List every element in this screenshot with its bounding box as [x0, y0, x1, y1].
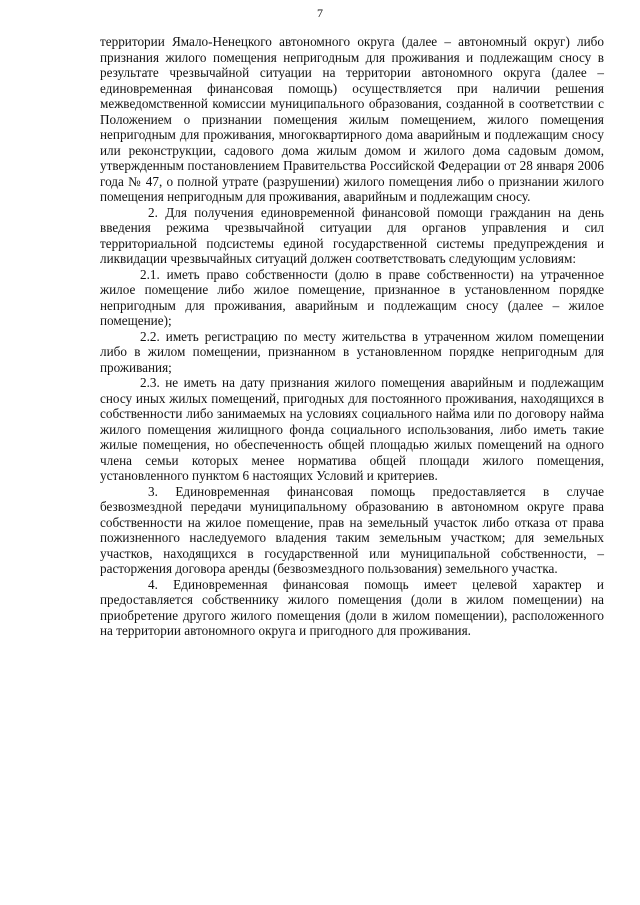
page-number: 7 [317, 6, 323, 20]
paragraph-item-2-2: 2.2. иметь регистрацию по месту жительства в утраченном жилом помещении либо в жилом помещении, признанном в установленном порядке непригодным для проживания; [100, 328, 604, 375]
paragraph-item-3: 3. Единовременная финансовая помощь предоставляется в случае безвозмездной передачи муниципальному образованию в автономном округе права собственности на жилое помещение, прав на земельный участок либо отказа от права пожизненного наследуемого владения таким земельным участком; для земельных участков, находящихся в государственной или муниципальной собственности, – расторжения договора аренды (безвозмездного пользования) земельного участка. [100, 483, 604, 576]
paragraph-item-2-3: 2.3. не иметь на дату признания жилого помещения аварийным и подлежащим сносу иных жилых помещений, пригодных для постоянного проживания, находящихся в собственности либо занимаемых на условиях социального найма или по договору найма жилого помещения жилищного фонда социального использования, либо иметь такие жилые помещения, но обеспеченность общей площадью жилых помещений на одного члена семьи которых менее норматива общей площади жилого помещения, установленного пунктом 6 настоящих Условий и критериев. [100, 375, 604, 483]
document-body [100, 34, 604, 639]
paragraph-item-2-1: 2.1. иметь право собственности (долю в праве собственности) на утраченное жилое помещение либо жилое помещение, признанное в установленном порядке непригодным для проживания, аварийным и подлежащим сносу (далее – жилое помещение); [100, 266, 604, 328]
paragraph-1-continuation: территории Ямало-Ненецкого автономного округа (далее – автономный округ) либо признания жилого помещения непригодным для проживания и подлежащим сносу в результате чрезвычайной ситуации на территории автономного округа (далее – единовременная финансовая помощь) осуществляется при наличии решения межведомственной комиссии муниципального образования, созданной в соответствии с Положением о признании помещения жилым помещением, жилого помещения непригодным для проживания, многоквартирного дома аварийным и подлежащим сносу или реконструкции, садового дома жилым домом и жилого дома садовым домом, утвержденным постановлением Правительства Российской Федерации от 28 января 2006 года № 47, о полной утрате (разрушении) жилого помещения либо о признании жилого помещения непригодным для проживания, аварийным и подлежащим сносу. [100, 34, 604, 204]
paragraph-item-4: 4. Единовременная финансовая помощь имеет целевой характер и предоставляется собственнику жилого помещения (доли в жилом помещении) на приобретение другого жилого помещения (доли в жилом помещении), расположенного на территории автономного округа и пригодного для проживания. [100, 576, 604, 638]
paragraph-item-2: 2. Для получения единовременной финансовой помощи гражданин на день введения режима чрезвычайной ситуации для органов управления и сил территориальной подсистемы единой государственной системы предупреждения и ликвидации чрезвычайных ситуаций должен соответствовать следующим условиям: [100, 204, 604, 266]
